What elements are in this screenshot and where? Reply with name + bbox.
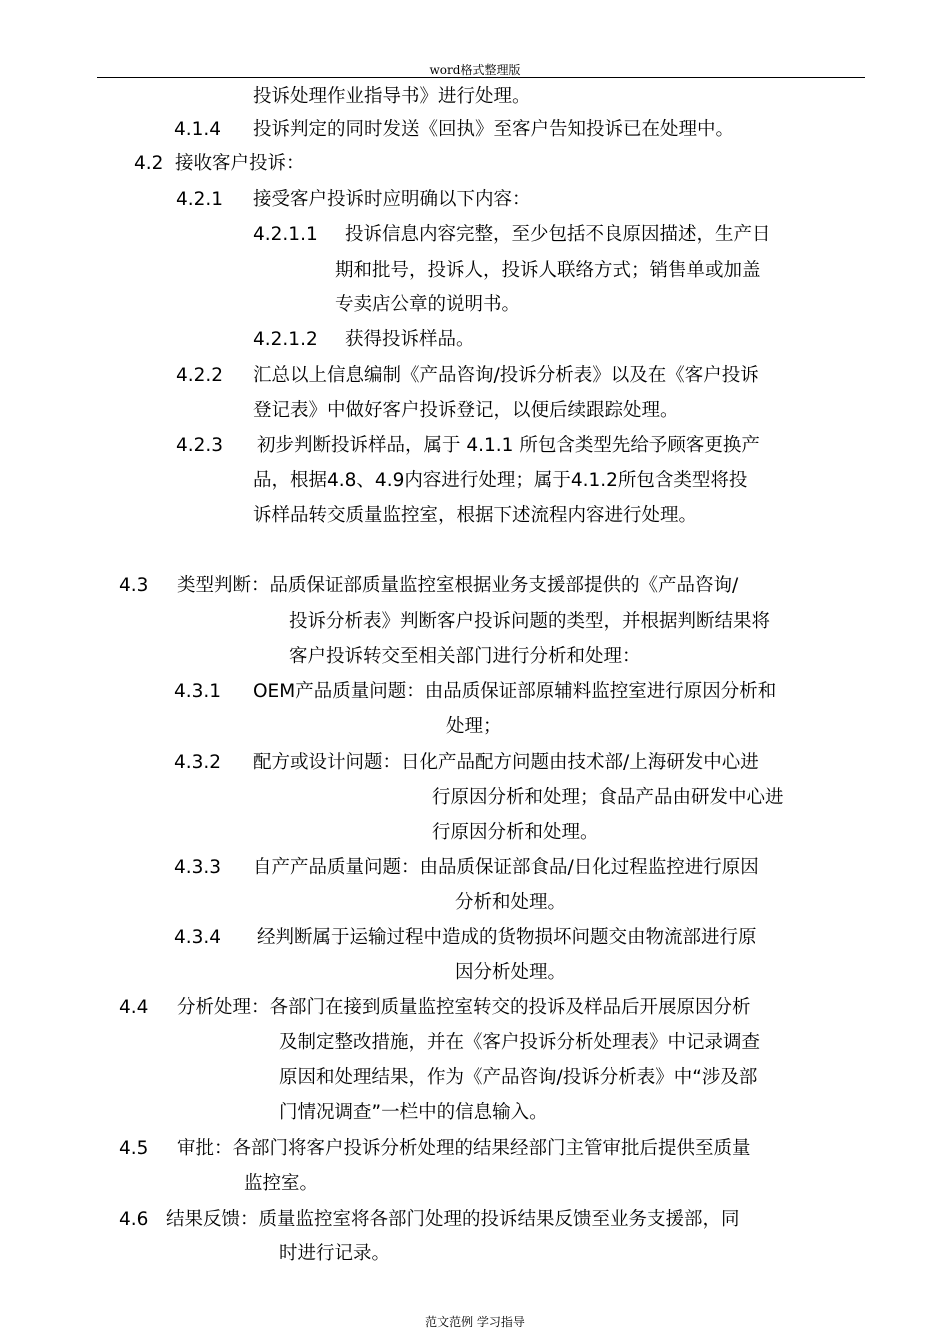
text-line: 门情况调查”一栏中的信息输入。 [279,1102,548,1123]
text-line: 投诉分析表》判断客户投诉问题的类型，并根据判断结果将 [289,611,771,632]
text-line: 汇总以上信息编制《产品咨询/投诉分析表》以及在《客户投诉 [253,365,759,386]
text-line: 配方或设计问题：日化产品配方问题由技术部/上海研发中心进 [253,752,759,773]
section-number: 4.3.1 [174,681,222,702]
section-number: 4.2.1.1 [253,224,318,245]
text-line: 投诉判定的同时发送《回执》至客户告知投诉已在处理中。 [253,119,735,140]
text-line: 时进行记录。 [279,1243,391,1264]
text-line: 投诉处理作业指导书》进行处理。 [253,86,531,107]
text-line: 品，根据4.8、4.9内容进行处理；属于4.1.2所包含类型将投 [253,470,748,491]
section-number: 4.3.3 [174,857,222,878]
text-line: 行原因分析和处理。 [432,822,599,843]
text-line: 客户投诉转交至相关部门进行分析和处理： [289,646,641,667]
text-line: 分析处理：各部门在接到质量监控室转交的投诉及样品后开展原因分析 [177,997,751,1018]
section-number: 4.3.2 [174,752,222,773]
text-line: 接受客户投诉时应明确以下内容： [253,189,531,210]
text-line: 类型判断：品质保证部质量监控室根据业务支援部提供的《产品咨询/ [177,575,739,596]
text-line: 专卖店公章的说明书。 [335,294,521,315]
text-line: 监控室。 [244,1173,319,1194]
text-line: 处理； [446,716,502,737]
page-header: word格式整理版 [429,63,521,77]
text-line: 登记表》中做好客户投诉登记，以便后续跟踪处理。 [253,400,679,421]
text-line: 审批：各部门将客户投诉分析处理的结果经部门主管审批后提供至质量 [177,1138,751,1159]
header-rule [97,77,865,78]
text-line: 原因和处理结果，作为《产品咨询/投诉分析表》中“涉及部 [279,1067,758,1088]
section-number: 4.2.3 [176,435,224,456]
section-number: 4.4 [119,997,149,1018]
text-line: 期和批号，投诉人，投诉人联络方式；销售单或加盖 [335,260,761,281]
text-line: 结果反馈：质量监控室将各部门处理的投诉结果反馈至业务支援部，同 [166,1209,740,1230]
section-number: 4.2.2 [176,365,224,386]
section-heading: 接收客户投诉： [175,153,305,174]
section-number: 4.3.4 [174,927,222,948]
section-number: 4.2 [134,153,164,174]
text-line: OEM产品质量问题：由品质保证部原辅料监控室进行原因分析和 [253,681,777,702]
section-number: 4.3 [119,575,149,596]
text-line: 获得投诉样品。 [345,329,475,350]
text-line: 因分析处理。 [455,962,567,983]
section-number: 4.1.4 [174,119,222,140]
page-footer: 范文范例 学习指导 [425,1315,525,1329]
section-number: 4.2.1 [176,189,224,210]
section-number: 4.2.1.2 [253,329,318,350]
text-line: 初步判断投诉样品，属于 4.1.1 所包含类型先给予顾客更换产 [257,435,760,456]
text-line: 及制定整改措施，并在《客户投诉分析处理表》中记录调查 [279,1032,761,1053]
section-number: 4.5 [119,1138,149,1159]
text-line: 诉样品转交质量监控室，根据下述流程内容进行处理。 [253,505,698,526]
text-line: 投诉信息内容完整，至少包括不良原因描述，生产日 [345,224,771,245]
text-line: 经判断属于运输过程中造成的货物损坏问题交由物流部进行原 [257,927,757,948]
text-line: 行原因分析和处理；食品产品由研发中心进 [432,787,784,808]
text-line: 分析和处理。 [455,892,567,913]
section-number: 4.6 [119,1209,149,1230]
text-line: 自产产品质量问题：由品质保证部食品/日化过程监控进行原因 [253,857,759,878]
